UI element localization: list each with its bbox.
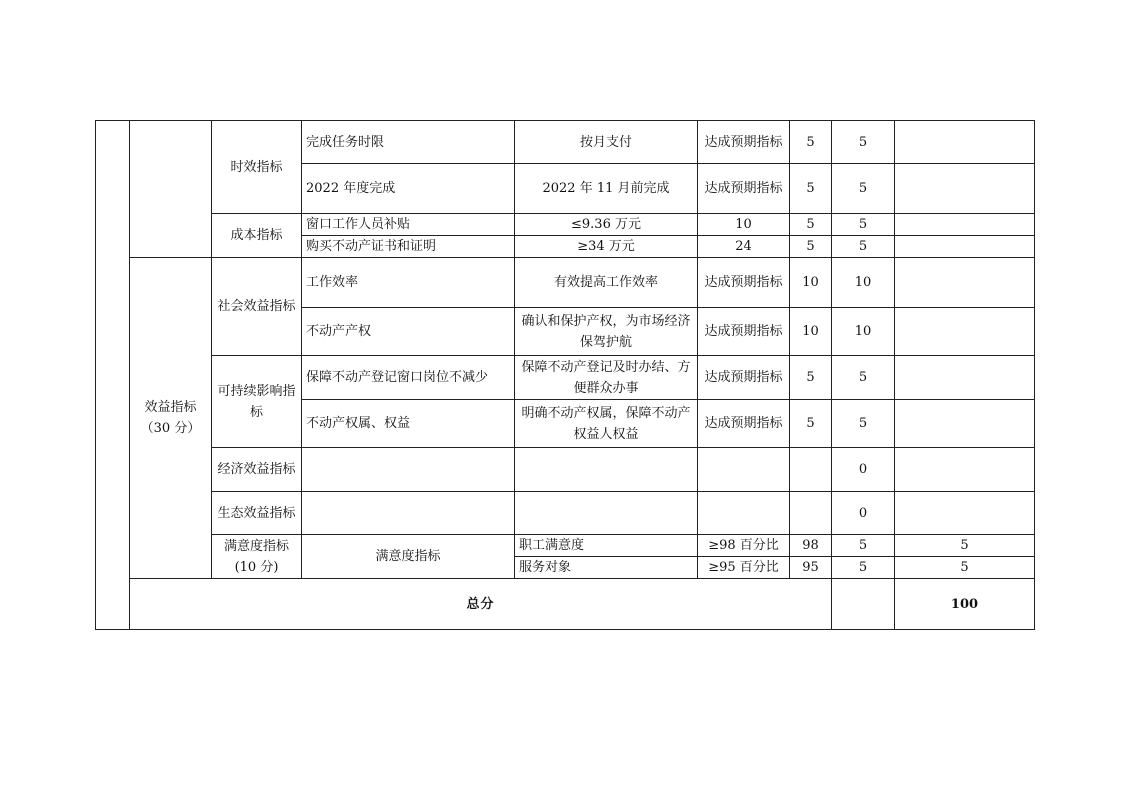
total-actual-cell xyxy=(832,579,895,630)
actual-value-cell xyxy=(698,448,790,492)
primary-category-cell: 满意度指标(10 分) xyxy=(212,535,302,579)
actual-value-cell: 95 xyxy=(790,557,832,579)
target-value-cell: 2022 年 11 月前完成 xyxy=(515,164,698,214)
weight-cell: 5 xyxy=(790,214,832,236)
primary-category-cell xyxy=(130,121,212,258)
note-cell xyxy=(895,121,1035,164)
indicator-cell: 职工满意度 xyxy=(515,535,698,557)
weight-cell xyxy=(790,492,832,535)
total-weight: 100 xyxy=(895,579,1035,630)
indicator-cell: 2022 年度完成 xyxy=(302,164,515,214)
indicator-cell xyxy=(302,492,515,535)
indicator-cell: 保障不动产登记窗口岗位不减少 xyxy=(302,356,515,400)
weight-cell xyxy=(790,448,832,492)
weight-cell: 5 xyxy=(790,400,832,448)
performance-indicator-table xyxy=(95,120,1035,630)
note-cell xyxy=(895,308,1035,356)
actual-value-cell xyxy=(698,492,790,535)
secondary-indicator-cell: 经济效益指标 xyxy=(212,448,302,492)
note-cell xyxy=(895,356,1035,400)
primary-category-cell-blank xyxy=(96,121,130,630)
score-cell: 5 xyxy=(832,236,895,258)
target-value-cell: 有效提高工作效率 xyxy=(515,258,698,308)
indicator-cell: 工作效率 xyxy=(302,258,515,308)
score-cell: 0 xyxy=(832,448,895,492)
secondary-indicator-cell: 成本指标 xyxy=(212,214,302,258)
table-row xyxy=(96,492,1035,535)
note-cell xyxy=(895,400,1035,448)
table-row xyxy=(96,258,1035,308)
weight-cell: 10 xyxy=(790,258,832,308)
target-value-cell: 明确不动产权属，保障不动产权益人权益 xyxy=(515,400,698,448)
weight-cell: 5 xyxy=(832,557,895,579)
note-cell xyxy=(895,236,1035,258)
actual-value-cell: 98 xyxy=(790,535,832,557)
actual-value-cell: 达成预期指标 xyxy=(698,258,790,308)
actual-value-cell: 10 xyxy=(698,214,790,236)
note-cell xyxy=(895,164,1035,214)
target-value-cell: ≥98 百分比 xyxy=(698,535,790,557)
indicator-cell: 窗口工作人员补贴 xyxy=(302,214,515,236)
table-row xyxy=(96,535,1035,557)
indicator-cell xyxy=(302,448,515,492)
actual-value-cell: 达成预期指标 xyxy=(698,400,790,448)
note-cell xyxy=(895,214,1035,236)
target-value-cell: 保障不动产登记及时办结、方便群众办事 xyxy=(515,356,698,400)
target-value-cell: 确认和保护产权，为市场经济保驾护航 xyxy=(515,308,698,356)
score-cell: 5 xyxy=(832,400,895,448)
actual-value-cell: 达成预期指标 xyxy=(698,308,790,356)
weight-cell: 10 xyxy=(790,308,832,356)
indicator-cell: 服务对象 xyxy=(515,557,698,579)
indicator-cell: 购买不动产证书和证明 xyxy=(302,236,515,258)
score-cell: 5 xyxy=(895,557,1035,579)
score-cell: 5 xyxy=(832,356,895,400)
target-value-cell: ≥95 百分比 xyxy=(698,557,790,579)
indicator-cell: 不动产权属、权益 xyxy=(302,400,515,448)
total-label: 总分 xyxy=(130,579,832,630)
target-value-cell: ≥34 万元 xyxy=(515,236,698,258)
actual-value-cell: 达成预期指标 xyxy=(698,164,790,214)
secondary-indicator-cell: 生态效益指标 xyxy=(212,492,302,535)
score-cell: 0 xyxy=(832,492,895,535)
table-row xyxy=(96,448,1035,492)
note-cell xyxy=(895,448,1035,492)
secondary-indicator-cell: 可持续影响指标 xyxy=(212,356,302,448)
target-value-cell xyxy=(515,492,698,535)
weight-cell: 5 xyxy=(790,121,832,164)
table-row xyxy=(96,214,1035,236)
target-value-cell: ≤9.36 万元 xyxy=(515,214,698,236)
score-cell: 5 xyxy=(832,164,895,214)
secondary-indicator-cell: 满意度指标 xyxy=(302,535,515,579)
score-cell: 5 xyxy=(832,214,895,236)
actual-value-cell: 达成预期指标 xyxy=(698,356,790,400)
table-row xyxy=(96,121,1035,164)
indicator-cell: 完成任务时限 xyxy=(302,121,515,164)
score-cell: 5 xyxy=(895,535,1035,557)
note-cell xyxy=(895,258,1035,308)
score-cell: 5 xyxy=(832,121,895,164)
weight-cell: 5 xyxy=(832,535,895,557)
total-row xyxy=(96,579,1035,630)
score-cell: 10 xyxy=(832,308,895,356)
weight-cell: 5 xyxy=(790,236,832,258)
target-value-cell: 按月支付 xyxy=(515,121,698,164)
weight-cell: 5 xyxy=(790,164,832,214)
primary-category-cell: 效益指标（30 分） xyxy=(130,258,212,579)
indicator-cell: 不动产产权 xyxy=(302,308,515,356)
table-row xyxy=(96,356,1035,400)
secondary-indicator-cell: 社会效益指标 xyxy=(212,258,302,356)
weight-cell: 5 xyxy=(790,356,832,400)
score-cell: 10 xyxy=(832,258,895,308)
target-value-cell xyxy=(515,448,698,492)
actual-value-cell: 24 xyxy=(698,236,790,258)
secondary-indicator-cell: 时效指标 xyxy=(212,121,302,214)
actual-value-cell: 达成预期指标 xyxy=(698,121,790,164)
note-cell xyxy=(895,492,1035,535)
